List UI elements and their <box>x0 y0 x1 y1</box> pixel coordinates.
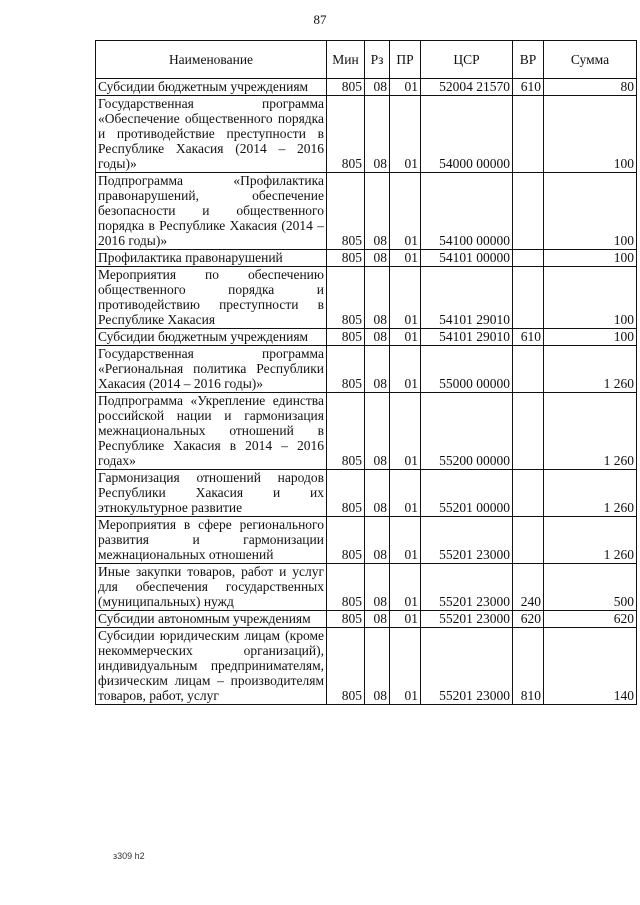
cell-min: 805 <box>327 79 365 96</box>
cell-pr: 01 <box>390 267 421 329</box>
cell-vr <box>513 267 544 329</box>
cell-pr: 01 <box>390 517 421 564</box>
cell-sum: 100 <box>544 250 637 267</box>
cell-csr: 54101 00000 <box>421 250 513 267</box>
table-row <box>96 173 637 250</box>
cell-pr: 01 <box>390 79 421 96</box>
cell-rz: 08 <box>365 267 390 329</box>
cell-sum: 100 <box>544 267 637 329</box>
cell-min: 805 <box>327 628 365 705</box>
header-rz: Рз <box>365 41 390 79</box>
cell-vr <box>513 517 544 564</box>
cell-rz: 08 <box>365 79 390 96</box>
cell-min: 805 <box>327 173 365 250</box>
page-number: 87 <box>313 12 327 27</box>
cell-csr: 54101 29010 <box>421 329 513 346</box>
cell-sum: 500 <box>544 564 637 611</box>
cell-min: 805 <box>327 611 365 628</box>
header-vr: ВР <box>513 41 544 79</box>
cell-csr: 54100 00000 <box>421 173 513 250</box>
cell-rz: 08 <box>365 564 390 611</box>
cell-min: 805 <box>327 250 365 267</box>
header-name: Наименование <box>96 41 327 79</box>
header-min: Мин <box>327 41 365 79</box>
cell-sum: 1 260 <box>544 517 637 564</box>
cell-sum: 100 <box>544 329 637 346</box>
cell-name: Профилактика правонарушений <box>96 250 327 267</box>
cell-csr: 55200 00000 <box>421 393 513 470</box>
table-row <box>96 611 637 628</box>
table-row <box>96 346 637 393</box>
table-row <box>96 79 637 96</box>
table-row <box>96 329 637 346</box>
cell-rz: 08 <box>365 329 390 346</box>
cell-rz: 08 <box>365 346 390 393</box>
cell-name: Иные закупки товаров, работ и услуг для обеспечения государственных (муниципальных) нужд <box>96 564 327 611</box>
cell-min: 805 <box>327 267 365 329</box>
cell-pr: 01 <box>390 470 421 517</box>
cell-rz: 08 <box>365 96 390 173</box>
cell-csr: 55201 23000 <box>421 628 513 705</box>
cell-pr: 01 <box>390 96 421 173</box>
header-row <box>96 41 637 79</box>
cell-vr <box>513 470 544 517</box>
cell-vr: 810 <box>513 628 544 705</box>
cell-vr <box>513 250 544 267</box>
cell-sum: 140 <box>544 628 637 705</box>
cell-name: Субсидии юридическим лицам (кроме некоммерческих организаций), индивидуальным предпринимателям, физическим лицам – производителям товаров, работ, услуг <box>96 628 327 705</box>
cell-name: Субсидии бюджетным учреждениям <box>96 79 327 96</box>
cell-csr: 54101 29010 <box>421 267 513 329</box>
cell-min: 805 <box>327 329 365 346</box>
cell-name: Гармонизация отношений народов Республики Хакасия и их этнокультурное развитие <box>96 470 327 517</box>
table-row <box>96 393 637 470</box>
budget-table <box>95 40 637 705</box>
cell-sum: 80 <box>544 79 637 96</box>
cell-pr: 01 <box>390 250 421 267</box>
cell-pr: 01 <box>390 628 421 705</box>
cell-pr: 01 <box>390 329 421 346</box>
table-row <box>96 517 637 564</box>
cell-name: Подпрограмма «Профилактика правонарушений, обеспечение безопасности и общественного порядка в Республике Хакасия (2014 – 2016 годы)» <box>96 173 327 250</box>
cell-pr: 01 <box>390 346 421 393</box>
cell-name: Мероприятия в сфере регионального развития и гармонизации межнациональных отношений <box>96 517 327 564</box>
cell-min: 805 <box>327 564 365 611</box>
cell-sum: 1 260 <box>544 346 637 393</box>
cell-csr: 54000 00000 <box>421 96 513 173</box>
cell-sum: 100 <box>544 96 637 173</box>
cell-csr: 55201 23000 <box>421 517 513 564</box>
header-csr: ЦСР <box>421 41 513 79</box>
cell-vr: 610 <box>513 329 544 346</box>
cell-sum: 620 <box>544 611 637 628</box>
cell-csr: 52004 21570 <box>421 79 513 96</box>
cell-pr: 01 <box>390 173 421 250</box>
cell-name: Субсидии автономным учреждениям <box>96 611 327 628</box>
cell-csr: 55201 00000 <box>421 470 513 517</box>
cell-vr: 240 <box>513 564 544 611</box>
cell-csr: 55201 23000 <box>421 564 513 611</box>
cell-vr <box>513 173 544 250</box>
table-row <box>96 628 637 705</box>
cell-rz: 08 <box>365 393 390 470</box>
table-row <box>96 250 637 267</box>
cell-vr: 620 <box>513 611 544 628</box>
cell-rz: 08 <box>365 470 390 517</box>
cell-name: Субсидии бюджетным учреждениям <box>96 329 327 346</box>
cell-sum: 100 <box>544 173 637 250</box>
cell-name: Государственная программа «Обеспечение общественного порядка и противодействие преступности в Республике Хакасия (2014 – 2016 годы)» <box>96 96 327 173</box>
cell-sum: 1 260 <box>544 470 637 517</box>
cell-rz: 08 <box>365 517 390 564</box>
cell-min: 805 <box>327 470 365 517</box>
cell-vr <box>513 346 544 393</box>
cell-pr: 01 <box>390 564 421 611</box>
cell-vr <box>513 393 544 470</box>
cell-min: 805 <box>327 346 365 393</box>
header-sum: Сумма <box>544 41 637 79</box>
table-row <box>96 470 637 517</box>
cell-csr: 55000 00000 <box>421 346 513 393</box>
cell-vr: 610 <box>513 79 544 96</box>
cell-csr: 55201 23000 <box>421 611 513 628</box>
cell-min: 805 <box>327 96 365 173</box>
table-row <box>96 267 637 329</box>
cell-pr: 01 <box>390 611 421 628</box>
cell-name: Подпрограмма «Укрепление единства российской нации и гармонизация межнациональных отношений в Республике Хакасия в 2014 – 2016 годах» <box>96 393 327 470</box>
table-row <box>96 96 637 173</box>
cell-pr: 01 <box>390 393 421 470</box>
cell-name: Государственная программа «Региональная политика Республики Хакасия (2014 – 2016 годы)» <box>96 346 327 393</box>
cell-rz: 08 <box>365 173 390 250</box>
cell-rz: 08 <box>365 628 390 705</box>
cell-rz: 08 <box>365 250 390 267</box>
cell-name: Мероприятия по обеспечению общественного порядка и противодействию преступности в Республике Хакасия <box>96 267 327 329</box>
header-pr: ПР <box>390 41 421 79</box>
table-row <box>96 564 637 611</box>
footer-code: з309 h2 <box>113 851 145 861</box>
cell-vr <box>513 96 544 173</box>
cell-min: 805 <box>327 517 365 564</box>
cell-sum: 1 260 <box>544 393 637 470</box>
cell-min: 805 <box>327 393 365 470</box>
cell-rz: 08 <box>365 611 390 628</box>
